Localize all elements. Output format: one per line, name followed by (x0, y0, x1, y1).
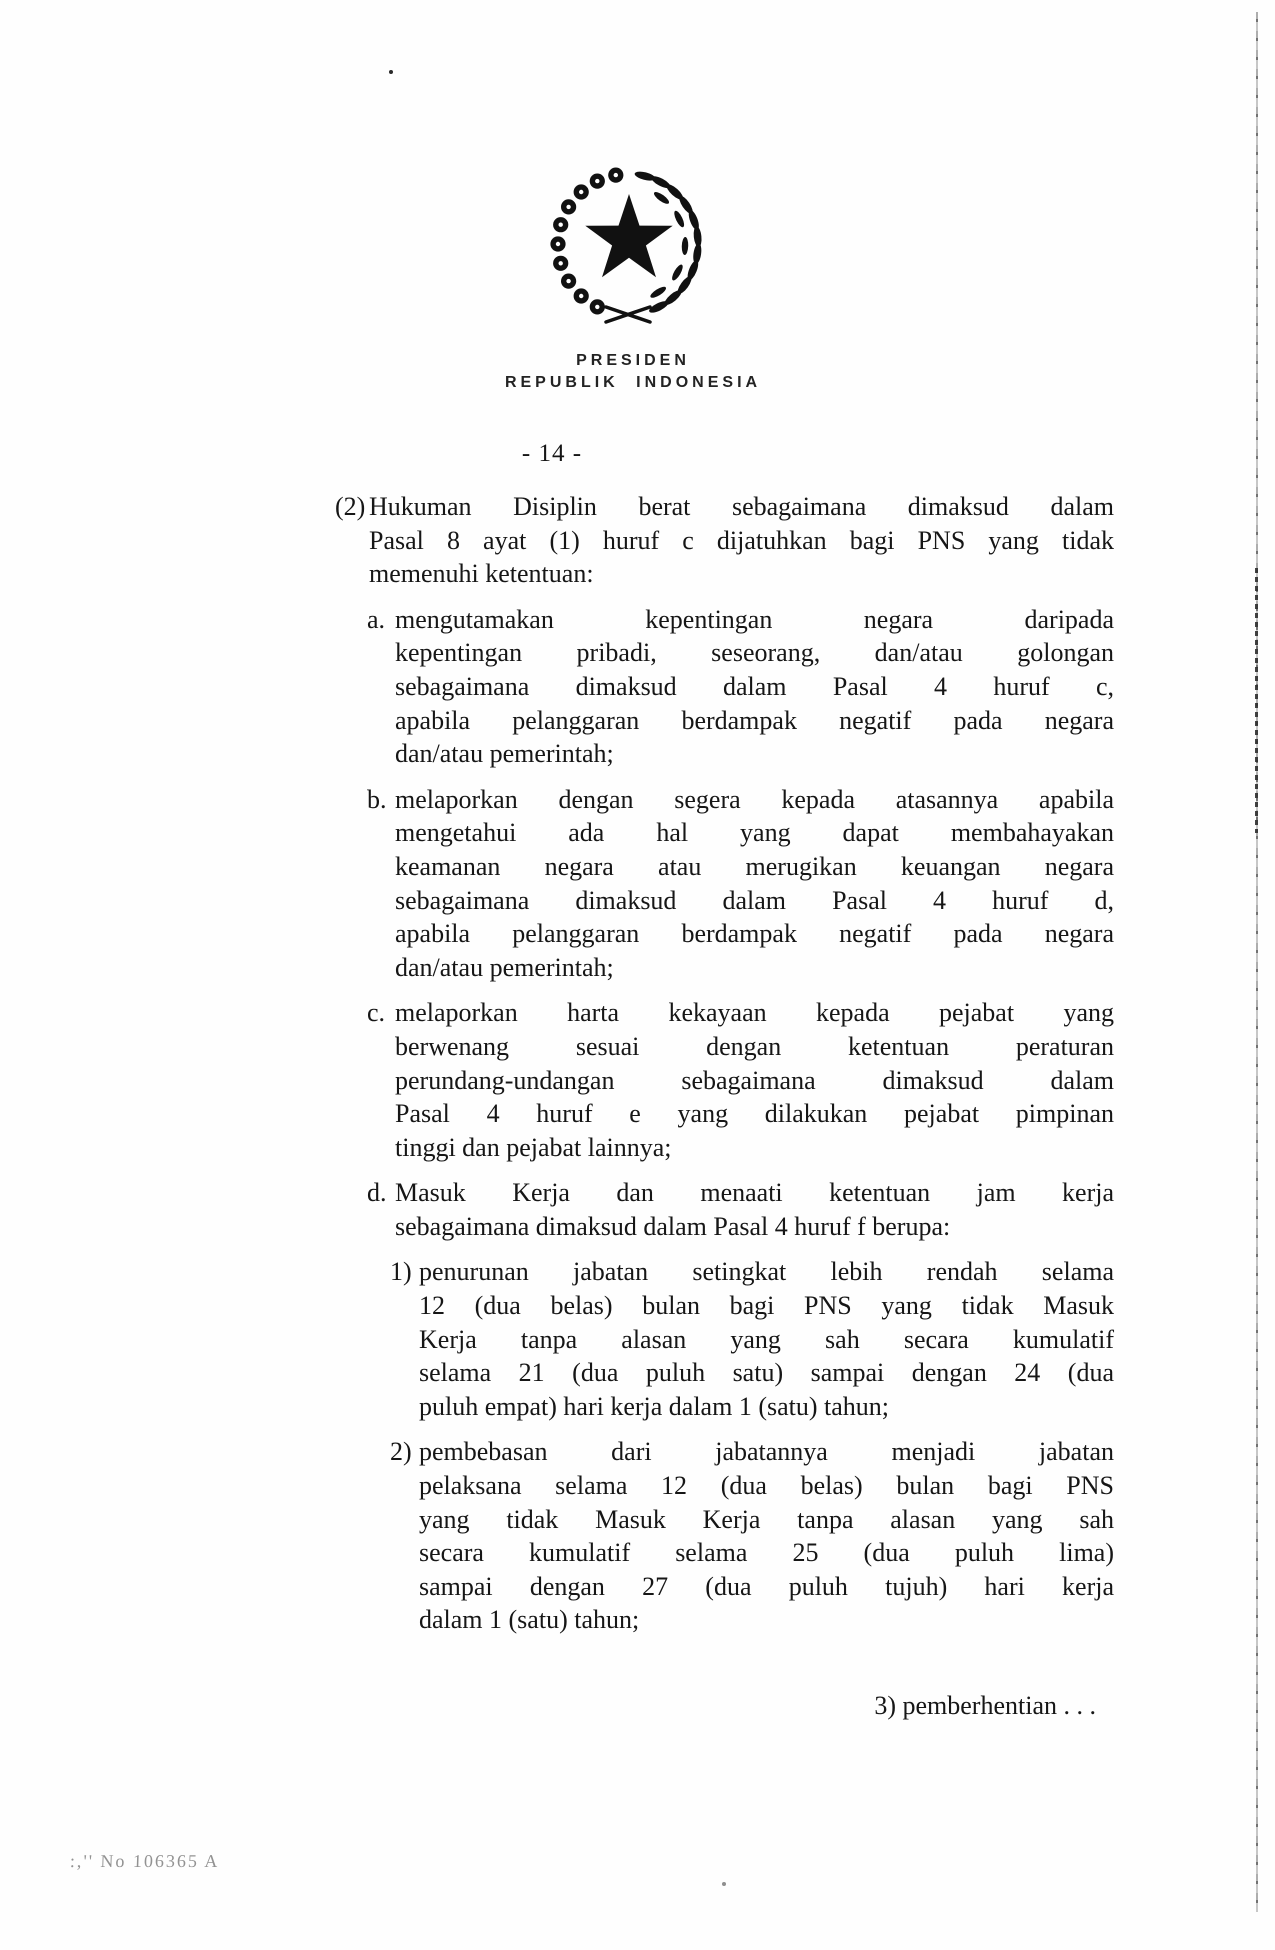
stems-icon (606, 307, 650, 322)
item-d-text (395, 1176, 1114, 1243)
text-line: secara kumulatif selama 25 (dua puluh lima) (419, 1538, 1114, 1568)
item-a-marker: a. (367, 604, 386, 634)
page-number: - 14 - (521, 440, 583, 467)
text-line: Kerja tanpa alasan yang sah secara kumulatif (419, 1324, 1114, 1354)
star-wreath-icon (548, 160, 708, 330)
document-body (335, 490, 1114, 1723)
text-line: sebagaimana dimaksud dalam Pasal 4 huruf d, (395, 885, 1114, 915)
text-line: pembebasan dari jabatannya menjadi jabatan (419, 1437, 1114, 1467)
subitem-1 (390, 1255, 1114, 1423)
clause-ayat-2 (335, 490, 1114, 591)
text-line: sampai dengan 27 (dua puluh tujuh) hari kerja (419, 1571, 1114, 1601)
text-line: tinggi dan pejabat lainnya; (395, 1132, 672, 1162)
item-b-text (395, 783, 1114, 985)
letterhead-presiden: PRESIDEN (576, 352, 690, 369)
presidential-seal (548, 160, 708, 330)
subitem-2-marker: 2) (390, 1437, 412, 1467)
text-line: mengetahui ada hal yang dapat membahayakan (395, 818, 1114, 848)
footer-print-code: :,'' No 106365 A (69, 1851, 220, 1871)
item-a-text (395, 603, 1114, 771)
letterhead (505, 352, 761, 392)
item-b-marker: b. (367, 784, 387, 814)
text-line: yang tidak Masuk Kerja tanpa alasan yang sah (419, 1504, 1114, 1534)
item-c (367, 996, 1114, 1164)
text-line: sebagaimana dimaksud dalam Pasal 4 huruf f berupa: (395, 1211, 951, 1241)
text-line: selama 21 (dua puluh satu) sampai dengan 24 (dua (419, 1358, 1114, 1388)
subitem-2-text (419, 1435, 1114, 1637)
text-line: 12 (dua belas) bulan bagi PNS yang tidak Masuk (419, 1291, 1114, 1321)
scan-speck (389, 70, 393, 74)
text-line: memenuhi ketentuan: (369, 559, 594, 589)
text-line: kepentingan pribadi, seseorang, dan/atau golongan (395, 638, 1114, 668)
text-line: apabila pelanggaran berdampak negatif pada negara (395, 705, 1114, 735)
text-line: melaporkan dengan segera kepada atasannya apabila (395, 784, 1114, 814)
text-line: Pasal 8 ayat (1) huruf c dijatuhkan bagi PNS yang tidak (369, 525, 1114, 555)
scan-edge-line-dark (1255, 568, 1258, 833)
letterhead-republik-indonesia: REPUBLIK INDONESIA (504, 374, 762, 391)
item-b (367, 783, 1114, 985)
clause-marker: (2) (335, 492, 366, 521)
clause-text (369, 490, 1114, 591)
subitem-2 (390, 1435, 1114, 1637)
text-line: pelaksana selama 12 (dua belas) bulan bagi PNS (419, 1471, 1114, 1501)
text-line: Hukuman Disiplin berat sebagaimana dimaksud dalam (369, 492, 1114, 521)
text-line: Pasal 4 huruf e yang dilakukan pejabat pimpinan (395, 1099, 1114, 1129)
text-line: apabila pelanggaran berdampak negatif pada negara (395, 919, 1114, 949)
item-d-marker: d. (367, 1178, 387, 1208)
text-line: puluh empat) hari kerja dalam 1 (satu) tahun; (419, 1391, 890, 1421)
text-line: dalam 1 (satu) tahun; (419, 1605, 640, 1635)
text-line: penurunan jabatan setingkat lebih rendah selama (419, 1257, 1114, 1287)
star-icon (585, 194, 672, 277)
subitem-1-marker: 1) (390, 1257, 412, 1287)
text-line: mengutamakan kepentingan negara daripada (395, 604, 1114, 634)
text-line: dan/atau pemerintah; (395, 739, 614, 769)
text-line: melaporkan harta kekayaan kepada pejabat yang (395, 998, 1114, 1028)
text-line: berwenang sesuai dengan ketentuan peraturan (395, 1031, 1114, 1061)
scan-speck (722, 1882, 726, 1886)
item-a (367, 603, 1114, 771)
catchword-line: 3) pemberhentian . . . (874, 1691, 1096, 1720)
text-line: perundang-undangan sebagaimana dimaksud dalam (395, 1065, 1114, 1095)
subitem-1-text (419, 1255, 1114, 1423)
text-line: Masuk Kerja dan menaati ketentuan jam kerja (395, 1178, 1114, 1208)
text-line: sebagaimana dimaksud dalam Pasal 4 huruf c, (395, 671, 1114, 701)
item-d (367, 1176, 1114, 1243)
item-c-marker: c. (367, 998, 386, 1028)
text-line: keamanan negara atau merugikan keuangan negara (395, 851, 1114, 881)
item-c-text (395, 996, 1114, 1164)
text-line: dan/atau pemerintah; (395, 952, 614, 982)
scan-edge-line (1256, 12, 1258, 1912)
